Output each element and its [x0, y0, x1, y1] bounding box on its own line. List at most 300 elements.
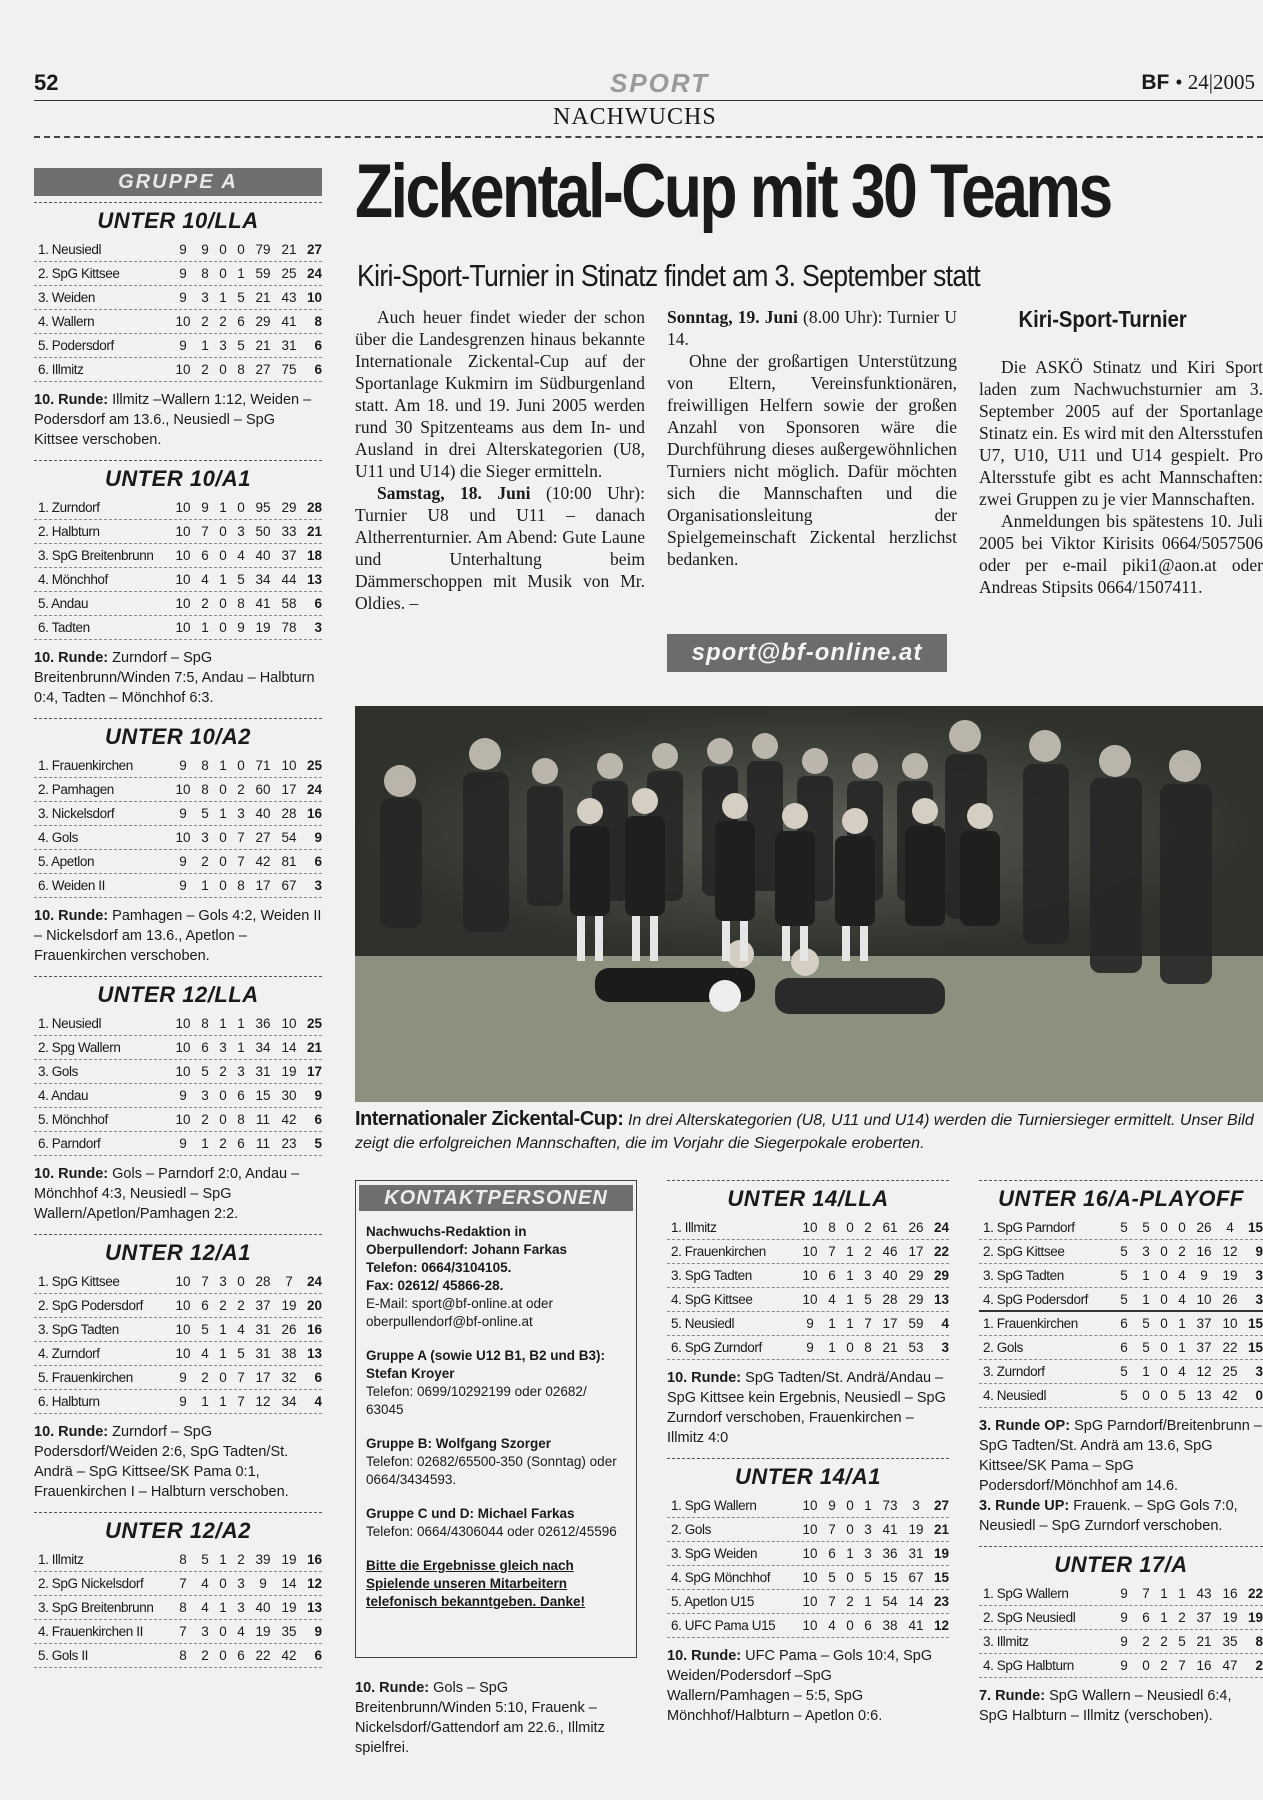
- team-photo-illustration: [355, 706, 1263, 1102]
- wins: 1: [828, 1316, 836, 1331]
- header-dashed-rule: [34, 136, 1263, 138]
- table-title: UNTER 12/A2: [34, 1512, 322, 1548]
- contact-block: [366, 1223, 626, 1331]
- table-row: [34, 874, 322, 898]
- games: 10: [802, 1546, 818, 1561]
- wins: 7: [201, 1274, 209, 1289]
- points: 25: [306, 1016, 322, 1031]
- table-row: [979, 1216, 1263, 1240]
- table-row: [34, 1270, 322, 1294]
- round-label: 3. Runde OP:: [979, 1418, 1071, 1434]
- table-row: [34, 802, 322, 826]
- round-text: SpG Tadten/St. Andrä/Andau – SpG Kittsee kein Ergebnis, Neusiedl – SpG Zurndorf verschoben, Frauenkirchen – Illmitz 4:0: [667, 1370, 946, 1446]
- team-name: 1. SpG Kittsee: [38, 1274, 120, 1289]
- goals-against: 29: [281, 500, 297, 515]
- table-row: [34, 1318, 322, 1342]
- points: 4: [314, 1394, 322, 1409]
- losses: 1: [864, 1498, 872, 1513]
- team-name: 1. Neusiedl: [38, 242, 102, 257]
- wins: 4: [201, 572, 209, 587]
- goals-for: 59: [255, 266, 271, 281]
- losses: 8: [864, 1340, 872, 1355]
- losses: 3: [864, 1268, 872, 1283]
- goals-for: 12: [255, 1394, 271, 1409]
- team-name: 5. Apetlon U15: [671, 1594, 754, 1609]
- draws: 0: [1160, 1364, 1168, 1379]
- wins: 9: [201, 500, 209, 515]
- contact-phone: Telefon: 0664/4306044 oder 02612/45596: [366, 1524, 617, 1539]
- goals-for: 61: [882, 1220, 898, 1235]
- games: 9: [806, 1340, 814, 1355]
- table-row: [34, 334, 322, 358]
- team-name: 4. Neusiedl: [983, 1388, 1047, 1403]
- table-row: [979, 1582, 1263, 1606]
- goals-against: 31: [908, 1546, 924, 1561]
- games: 9: [179, 1136, 187, 1151]
- goals-for: 22: [255, 1648, 271, 1663]
- points: 6: [314, 596, 322, 611]
- team-name: 3. SpG Tadten: [983, 1268, 1064, 1283]
- games: 9: [179, 338, 187, 353]
- round-result: [34, 1414, 322, 1512]
- points: 3: [314, 620, 322, 635]
- losses: 6: [237, 1648, 245, 1663]
- round-result: [355, 1678, 637, 1758]
- draws: 0: [219, 620, 227, 635]
- goals-against: 34: [281, 1394, 297, 1409]
- wins: 1: [201, 1394, 209, 1409]
- draws: 2: [219, 1298, 227, 1313]
- round-result: [667, 1638, 949, 1736]
- contacts-banner: KONTAKTPERSONEN: [359, 1185, 633, 1211]
- goals-against: 54: [281, 830, 297, 845]
- wins: 1: [1142, 1268, 1150, 1283]
- points: 24: [306, 266, 322, 281]
- round-text: Zurndorf – SpG Breitenbrunn/Winden 7:5, Andau – Halbturn 0:4, Tadten – Mönchhof 6:3.: [34, 650, 315, 706]
- goals-for: 36: [255, 1016, 271, 1031]
- contact-block: [366, 1505, 626, 1541]
- draws: 1: [846, 1268, 854, 1283]
- round-result: [34, 640, 322, 718]
- team-name: 4. Frauenkirchen II: [38, 1624, 143, 1639]
- draws: 1: [219, 1016, 227, 1031]
- goals-for: 12: [1196, 1364, 1212, 1379]
- wins: 5: [1142, 1340, 1150, 1355]
- contact-phone: Telefon: 02682/65500-350 (Sonntag) oder 0664/3434593.: [366, 1454, 617, 1487]
- table-row: [34, 1644, 322, 1668]
- goals-for: 43: [1196, 1586, 1212, 1601]
- draws: 0: [1160, 1316, 1168, 1331]
- team-name: 2. SpG Podersdorf: [38, 1298, 144, 1313]
- table-row: [667, 1288, 949, 1312]
- games: 10: [175, 1298, 191, 1313]
- goals-against: 67: [281, 878, 297, 893]
- games: 9: [806, 1316, 814, 1331]
- losses: 3: [864, 1522, 872, 1537]
- draws: 2: [219, 1064, 227, 1079]
- goals-for: 41: [255, 596, 271, 611]
- games: 5: [1120, 1268, 1128, 1283]
- wins: 6: [201, 548, 209, 563]
- table-row: [34, 1548, 322, 1572]
- points: 6: [314, 362, 322, 377]
- table-row: [34, 496, 322, 520]
- points: 17: [306, 1064, 322, 1079]
- article-text: (10:00 Uhr): Turnier U8 und U11 – danach Altherrenturnier. Am Abend: Gute Laune und Unterhaltung beim Dämmerschoppen mit Musik von Mr. Oldies. –: [355, 483, 645, 613]
- table-title: UNTER 10/A1: [34, 460, 322, 496]
- wins: 5: [201, 1552, 209, 1567]
- goals-for: 21: [255, 338, 271, 353]
- table-row: [979, 1630, 1263, 1654]
- wins: 0: [1142, 1658, 1150, 1673]
- goals-against: 41: [908, 1618, 924, 1633]
- team-name: 1. Neusiedl: [38, 1016, 102, 1031]
- wins: 2: [201, 1112, 209, 1127]
- games: 10: [802, 1244, 818, 1259]
- points: 19: [1247, 1610, 1263, 1625]
- draws: 0: [846, 1340, 854, 1355]
- draws: 0: [1160, 1220, 1168, 1235]
- games: 10: [175, 782, 191, 797]
- draws: 1: [219, 758, 227, 773]
- round-text: SpG Parndorf/Breitenbrunn – SpG Tadten/St. Andrä am 13.6, SpG Kittsee/SK Pama – SpG Podersdorf/Mönchhof am 14.6.: [979, 1418, 1262, 1494]
- games: 10: [175, 362, 191, 377]
- goals-against: 14: [908, 1594, 924, 1609]
- caption-text: In drei Alterskategorien (U8, U11 und U14) werden die Turniersieger ermittelt. Unser Bild zeigt die erfolgreichen Mannschaften, die im Vorjahr die Siegerpokale eroberten.: [355, 1112, 1254, 1152]
- goals-for: 40: [255, 1600, 271, 1615]
- points: 0: [1255, 1388, 1263, 1403]
- losses: 2: [864, 1244, 872, 1259]
- goals-against: 3: [912, 1498, 920, 1513]
- team-name: 6. Weiden II: [38, 878, 105, 893]
- losses: 8: [237, 1112, 245, 1127]
- goals-for: 21: [255, 290, 271, 305]
- games: 7: [179, 1576, 187, 1591]
- round-text: Illmitz –Wallern 1:12, Weiden – Podersdorf am 13.6., Neusiedl – SpG Kittsee verschoben.: [34, 392, 312, 448]
- table-row: [667, 1590, 949, 1614]
- draws: 0: [219, 1576, 227, 1591]
- points: 12: [306, 1576, 322, 1591]
- goals-against: 12: [1222, 1244, 1238, 1259]
- draws: 0: [219, 1370, 227, 1385]
- email-banner[interactable]: sport@bf-online.at: [667, 634, 947, 672]
- losses: 3: [237, 806, 245, 821]
- article-date: Samstag, 18. Juni: [377, 483, 531, 503]
- losses: 5: [237, 1346, 245, 1361]
- wins: 4: [201, 1346, 209, 1361]
- points: 9: [1255, 1244, 1263, 1259]
- games: 7: [179, 1624, 187, 1639]
- team-name: 2. SpG Nickelsdorf: [38, 1576, 144, 1591]
- round-text: SpG Wallern – Neusiedl 6:4, SpG Halbturn – Illmitz (verschoben).: [979, 1688, 1232, 1724]
- games: 5: [1120, 1388, 1128, 1403]
- wins: 4: [828, 1292, 836, 1307]
- subheadline: Kiri-Sport-Turnier in Stinatz findet am 3. September statt: [357, 258, 980, 293]
- goals-for: 31: [255, 1322, 271, 1337]
- losses: 3: [237, 524, 245, 539]
- table-title: UNTER 10/A2: [34, 718, 322, 754]
- losses: 8: [237, 596, 245, 611]
- table-title: UNTER 16/A-PLAYOFF: [979, 1180, 1263, 1216]
- draws: 0: [219, 242, 227, 257]
- table-row: [34, 850, 322, 874]
- table-row: [34, 1036, 322, 1060]
- wins: 2: [201, 1370, 209, 1385]
- team-name: 1. Illmitz: [671, 1220, 717, 1235]
- left-standings-column: [34, 168, 322, 1668]
- games: 10: [802, 1498, 818, 1513]
- team-name: 3. Weiden: [38, 290, 95, 305]
- goals-against: 19: [281, 1064, 297, 1079]
- wins: 8: [201, 758, 209, 773]
- losses: 3: [237, 1576, 245, 1591]
- goals-for: 38: [882, 1618, 898, 1633]
- round-result: [667, 1360, 949, 1458]
- goals-for: 27: [255, 362, 271, 377]
- contact-email[interactable]: E-Mail: sport@bf-online.at oder oberpullendorf@bf-online.at: [366, 1296, 554, 1329]
- draws: 0: [219, 266, 227, 281]
- losses: 2: [1178, 1244, 1186, 1259]
- table-title: UNTER 12/A1: [34, 1234, 322, 1270]
- points: 15: [1247, 1340, 1263, 1355]
- losses: 6: [237, 1136, 245, 1151]
- table-row: [34, 1620, 322, 1644]
- team-name: 5. Frauenkirchen: [38, 1370, 133, 1385]
- table-row: [667, 1518, 949, 1542]
- losses: 6: [237, 314, 245, 329]
- round-result: [34, 898, 322, 976]
- losses: 7: [237, 854, 245, 869]
- losses: 4: [1178, 1292, 1186, 1307]
- goals-for: 17: [255, 878, 271, 893]
- games: 10: [802, 1220, 818, 1235]
- goals-for: 16: [1196, 1658, 1212, 1673]
- goals-for: 28: [255, 1274, 271, 1289]
- table-row: [979, 1384, 1263, 1408]
- goals-against: 29: [908, 1292, 924, 1307]
- table-row: [667, 1542, 949, 1566]
- team-name: 6. UFC Pama U15: [671, 1618, 776, 1633]
- points: 4: [941, 1316, 949, 1331]
- goals-for: 21: [882, 1340, 898, 1355]
- table-row: [34, 238, 322, 262]
- team-name: 5. Andau: [38, 596, 89, 611]
- team-name: 3. Illmitz: [983, 1634, 1029, 1649]
- wins: 2: [1142, 1634, 1150, 1649]
- games: 10: [175, 524, 191, 539]
- points: 24: [933, 1220, 949, 1235]
- points: 27: [306, 242, 322, 257]
- games: 9: [1120, 1610, 1128, 1625]
- goals-against: 31: [281, 338, 297, 353]
- wins: 2: [201, 1648, 209, 1663]
- wins: 1: [201, 1136, 209, 1151]
- table-row: [667, 1336, 949, 1360]
- goals-against: 41: [281, 314, 297, 329]
- table-row: [34, 754, 322, 778]
- wins: 8: [201, 1016, 209, 1031]
- goals-for: 37: [1196, 1610, 1212, 1625]
- section-title: SPORT: [610, 68, 710, 98]
- losses: 7: [237, 830, 245, 845]
- wins: 2: [201, 854, 209, 869]
- goals-against: 42: [1222, 1388, 1238, 1403]
- table-row: [979, 1654, 1263, 1678]
- draws: 0: [219, 1624, 227, 1639]
- goals-against: 44: [281, 572, 297, 587]
- games: 10: [175, 1040, 191, 1055]
- games: 10: [175, 1064, 191, 1079]
- goals-against: 19: [281, 1298, 297, 1313]
- losses: 5: [237, 338, 245, 353]
- goals-for: 42: [255, 854, 271, 869]
- draws: 0: [219, 596, 227, 611]
- points: 21: [306, 524, 322, 539]
- round-label: 10. Runde:: [667, 1370, 742, 1386]
- wins: 8: [201, 266, 209, 281]
- wins: 3: [1142, 1244, 1150, 1259]
- round-text: UFC Pama – Gols 10:4, SpG Weiden/Podersdorf –SpG Wallern/Pamhagen – 5:5, SpG Mönchhof/Halbturn – Apetlon 0:6.: [667, 1648, 933, 1724]
- goals-against: 38: [281, 1346, 297, 1361]
- team-name: 5. Apetlon: [38, 854, 95, 869]
- goals-for: 73: [882, 1498, 898, 1513]
- table-row: [34, 358, 322, 382]
- team-name: 2. SpG Neusiedl: [983, 1610, 1076, 1625]
- team-name: 1. Zurndorf: [38, 500, 100, 515]
- points: 20: [306, 1298, 322, 1313]
- wins: 5: [1142, 1316, 1150, 1331]
- games: 6: [1120, 1316, 1128, 1331]
- goals-against: 32: [281, 1370, 297, 1385]
- team-name: 6. Halbturn: [38, 1394, 100, 1409]
- team-name: 3. Zurndorf: [983, 1364, 1045, 1379]
- games: 6: [1120, 1340, 1128, 1355]
- losses: 4: [1178, 1268, 1186, 1283]
- table-row: [667, 1312, 949, 1336]
- losses: 0: [1178, 1220, 1186, 1235]
- points: 8: [1255, 1634, 1263, 1649]
- goals-against: 47: [1222, 1658, 1238, 1673]
- contact-title: Nachwuchs-Redaktion in Oberpullendorf: Johann Farkas: [366, 1224, 568, 1257]
- losses: 3: [864, 1546, 872, 1561]
- games: 9: [179, 1394, 187, 1409]
- round-result: [979, 1408, 1263, 1546]
- goals-for: 19: [255, 620, 271, 635]
- draws: 1: [219, 1322, 227, 1337]
- subsection-title: NACHWUCHS: [553, 104, 717, 130]
- goals-for: 26: [1196, 1220, 1212, 1235]
- goals-for: 41: [882, 1522, 898, 1537]
- draws: 1: [219, 1394, 227, 1409]
- wins: 7: [828, 1522, 836, 1537]
- losses: 1: [1178, 1586, 1186, 1601]
- points: 13: [933, 1292, 949, 1307]
- goals-against: 30: [281, 1088, 297, 1103]
- goals-for: 27: [255, 830, 271, 845]
- round-label: 10. Runde:: [34, 1424, 109, 1440]
- round-text: Frauenk. – SpG Gols 7:0, Neusiedl – SpG Zurndorf verschoben.: [979, 1498, 1238, 1534]
- draws: 1: [219, 290, 227, 305]
- losses: 2: [237, 1298, 245, 1313]
- draws: 1: [219, 572, 227, 587]
- draws: 0: [219, 548, 227, 563]
- team-name: 3. SpG Tadten: [38, 1322, 119, 1337]
- draws: 0: [1160, 1244, 1168, 1259]
- goals-against: 23: [281, 1136, 297, 1151]
- points: 13: [306, 1346, 322, 1361]
- table-row: [34, 1596, 322, 1620]
- losses: 1: [237, 266, 245, 281]
- goals-for: 54: [882, 1594, 898, 1609]
- wins: 5: [828, 1570, 836, 1585]
- table-row: [979, 1336, 1263, 1360]
- games: 10: [175, 548, 191, 563]
- draws: 1: [1160, 1610, 1168, 1625]
- goals-for: 15: [255, 1088, 271, 1103]
- goals-for: 40: [882, 1268, 898, 1283]
- losses: 2: [237, 1552, 245, 1567]
- draws: 3: [219, 1274, 227, 1289]
- losses: 7: [1178, 1658, 1186, 1673]
- draws: 0: [1160, 1268, 1168, 1283]
- losses: 1: [864, 1594, 872, 1609]
- round-label: 7. Runde:: [979, 1688, 1046, 1704]
- points: 13: [306, 572, 322, 587]
- draws: 0: [219, 1112, 227, 1127]
- points: 3: [1255, 1268, 1263, 1283]
- losses: 3: [237, 1064, 245, 1079]
- round-label: 10. Runde:: [34, 392, 109, 408]
- losses: 4: [237, 1322, 245, 1337]
- points: 15: [1247, 1316, 1263, 1331]
- games: 8: [179, 1600, 187, 1615]
- games: 8: [179, 1552, 187, 1567]
- goals-for: 11: [255, 1136, 270, 1151]
- wins: 2: [201, 362, 209, 377]
- round-label: 10. Runde:: [667, 1648, 742, 1664]
- games: 10: [802, 1570, 818, 1585]
- table-row: [34, 1366, 322, 1390]
- losses: 1: [237, 1040, 245, 1055]
- wins: 8: [201, 782, 209, 797]
- losses: 5: [864, 1570, 872, 1585]
- round-result: [34, 382, 322, 460]
- wins: 6: [828, 1268, 836, 1283]
- table-title: UNTER 17/A: [979, 1546, 1263, 1582]
- points: 19: [933, 1546, 949, 1561]
- games: 10: [802, 1618, 818, 1633]
- wins: 9: [828, 1498, 836, 1513]
- goals-against: 75: [281, 362, 297, 377]
- losses: 6: [864, 1618, 872, 1633]
- goals-for: 46: [882, 1244, 898, 1259]
- goals-for: 17: [882, 1316, 898, 1331]
- round-label: 10. Runde:: [34, 650, 109, 666]
- points: 29: [933, 1268, 949, 1283]
- games: 5: [1120, 1244, 1128, 1259]
- goals-against: 37: [281, 548, 297, 563]
- page-number: 52: [34, 70, 59, 95]
- contacts-box: [355, 1180, 637, 1658]
- goals-against: 17: [281, 782, 297, 797]
- team-name: 2. Frauenkirchen: [671, 1244, 766, 1259]
- points: 6: [314, 1370, 322, 1385]
- games: 10: [175, 1346, 191, 1361]
- table-title: UNTER 10/LLA: [34, 202, 322, 238]
- draws: 0: [219, 782, 227, 797]
- games: 5: [1120, 1364, 1128, 1379]
- round-label: 3. Runde UP:: [979, 1498, 1070, 1514]
